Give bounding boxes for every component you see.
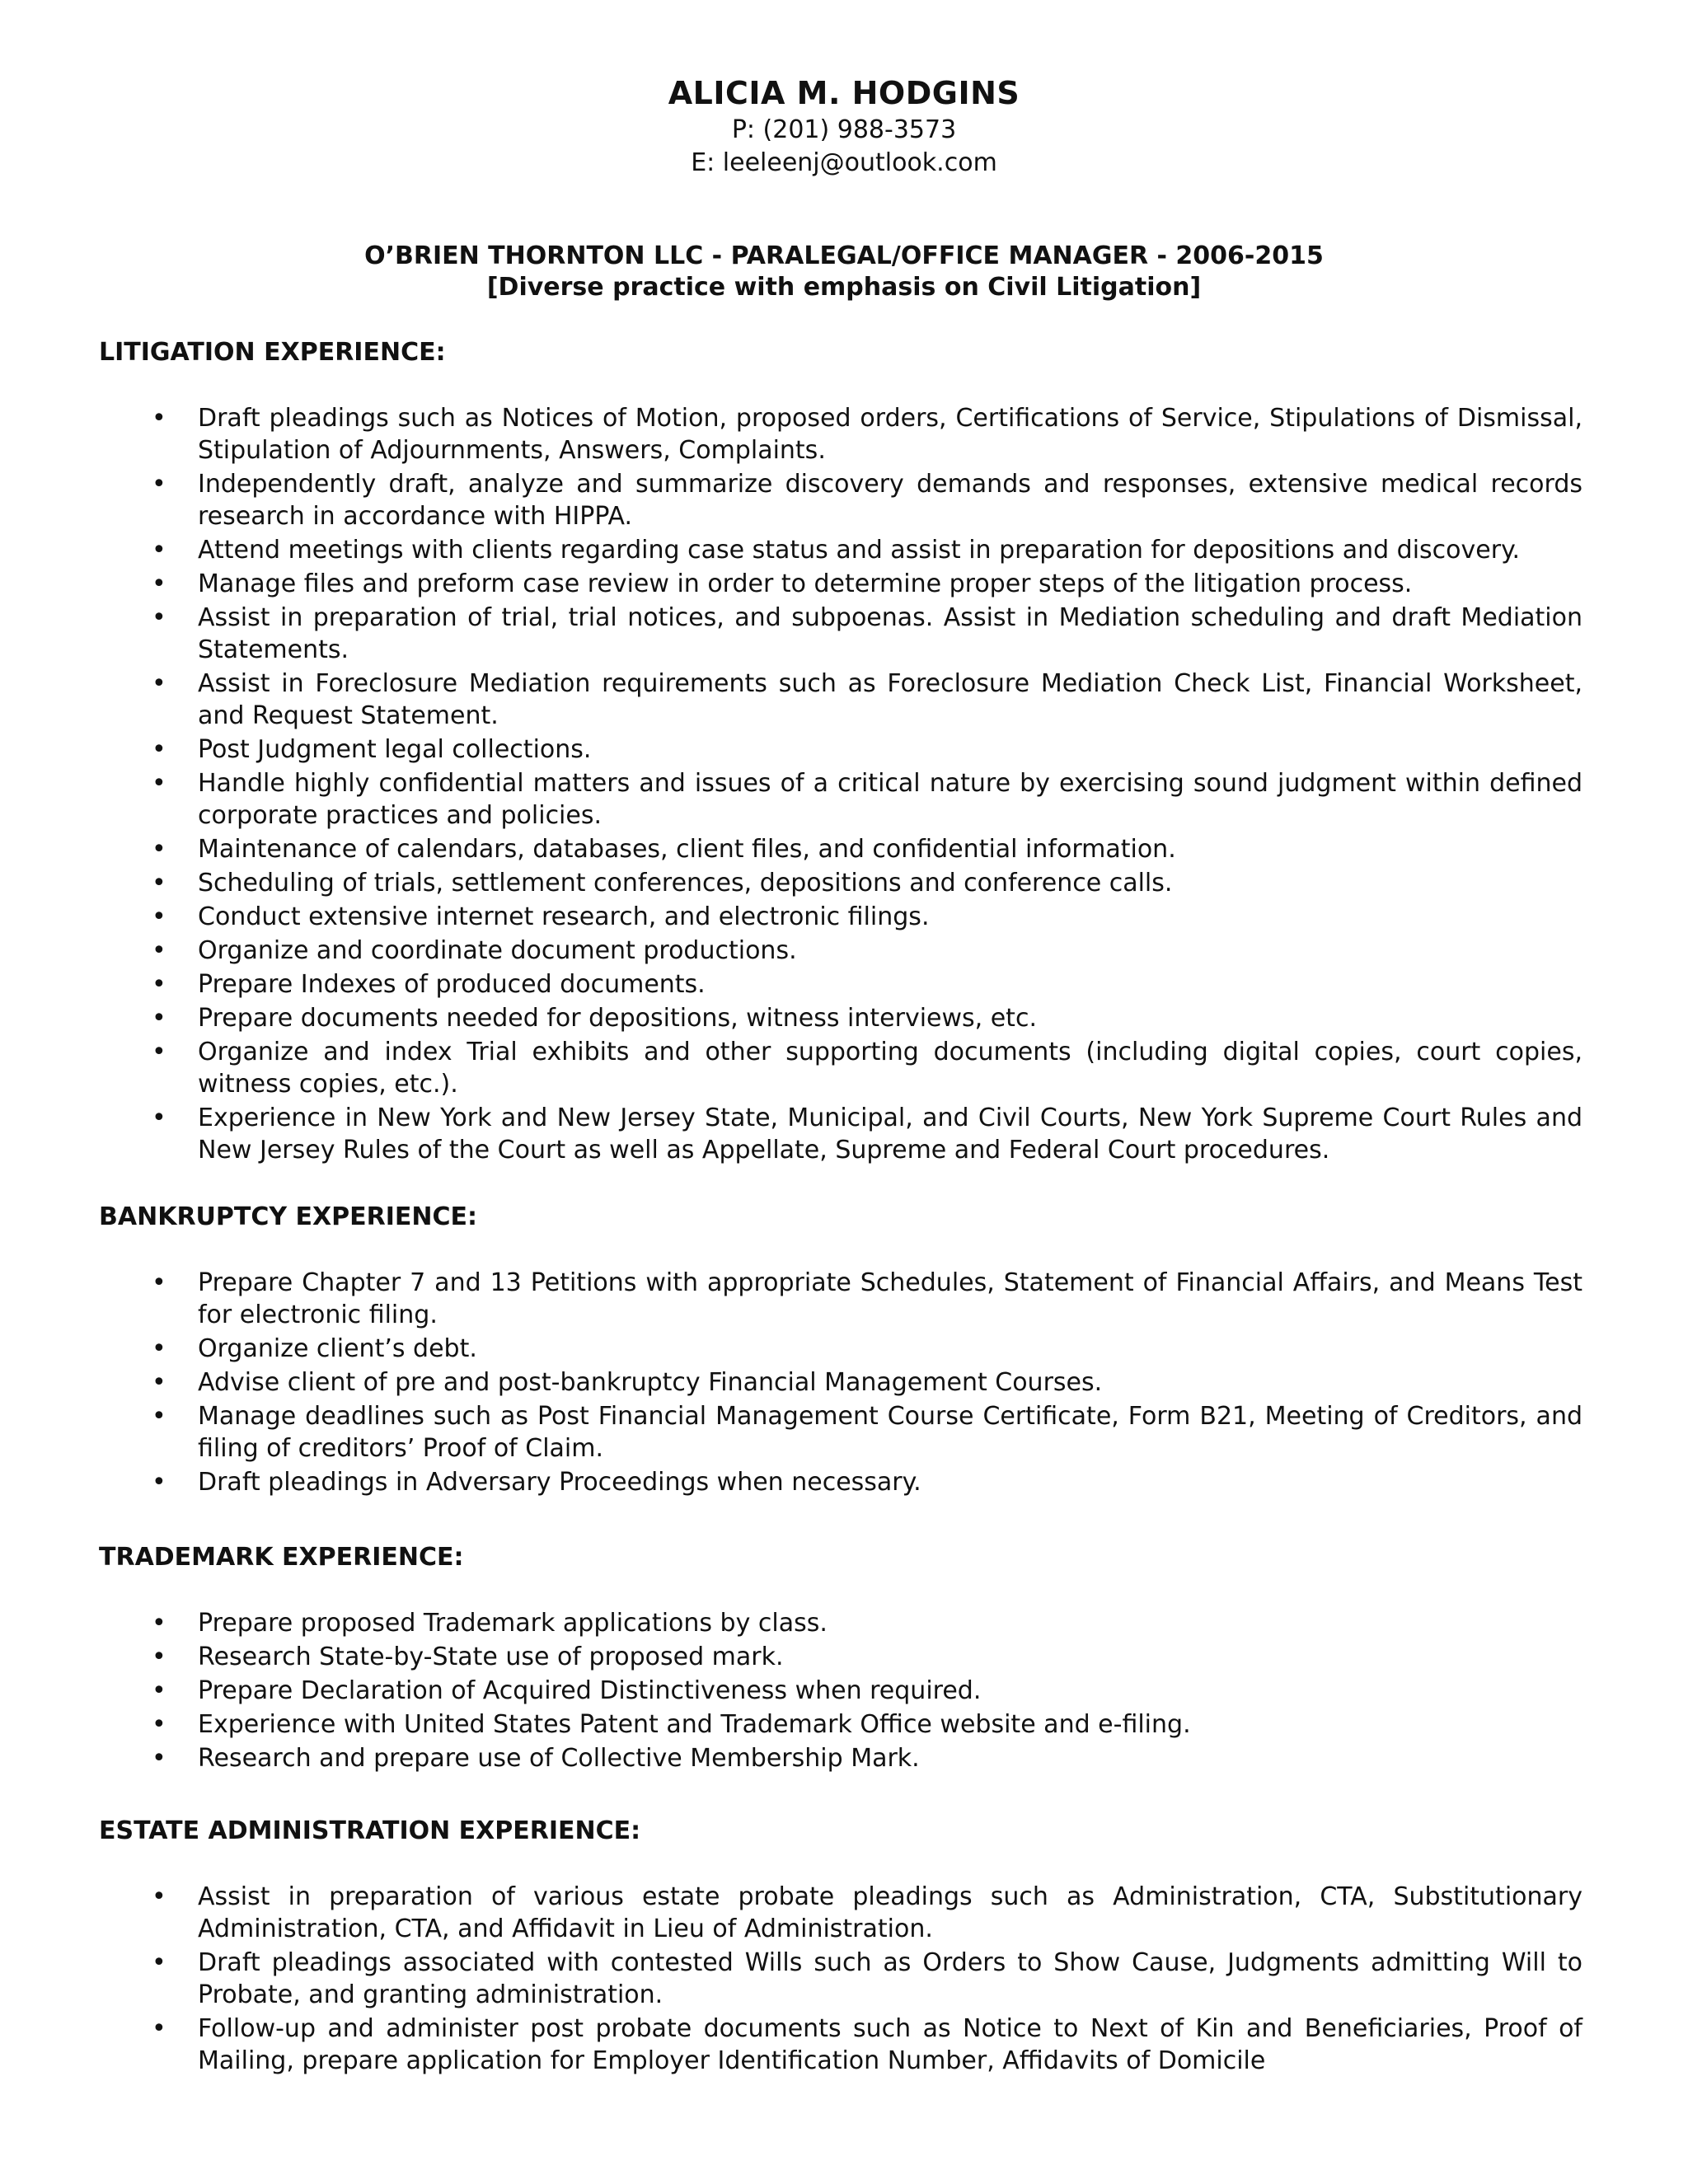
- list-item-text: Prepare Declaration of Acquired Distinctiveness when required.: [198, 1676, 982, 1705]
- bankruptcy-section: [99, 1201, 1582, 1500]
- list-item: [99, 1036, 1582, 1100]
- bullet-icon: •: [152, 669, 166, 698]
- employer-description: [Diverse practice with emphasis on Civil Litigation]: [486, 273, 1202, 302]
- bullet-icon: •: [152, 1468, 166, 1497]
- list-item: [99, 1333, 1582, 1365]
- list-item: [99, 1102, 1582, 1166]
- list-item-text: Post Judgment legal collections.: [198, 735, 592, 764]
- bullet-icon: •: [152, 1676, 166, 1705]
- bullet-icon: •: [152, 835, 166, 864]
- bullet-icon: •: [152, 1402, 166, 1431]
- list-item-text: Maintenance of calendars, databases, client files, and confidential information.: [198, 835, 1176, 864]
- bullet-icon: •: [152, 1104, 166, 1132]
- list-item: [99, 1708, 1582, 1741]
- litigation-list: [99, 402, 1582, 1166]
- section-title-estate: ESTATE ADMINISTRATION EXPERIENCE:: [99, 1816, 641, 1845]
- bullet-icon: •: [152, 970, 166, 999]
- list-item: [99, 1466, 1582, 1498]
- trademark-list: [99, 1607, 1582, 1774]
- list-item-text: Draft pleadings associated with contested Wills such as Orders to Show Cause, Judgments admitting Will to Probate, and granting administration.: [198, 1948, 1582, 2009]
- list-item: [99, 402, 1582, 466]
- list-item: [99, 833, 1582, 865]
- list-item-text: Handle highly confidential matters and issues of a critical nature by exercising sound judgment within defined corporate practices and policies.: [198, 769, 1582, 830]
- bullet-icon: •: [152, 936, 166, 965]
- list-item-text: Draft pleadings in Adversary Proceedings when necessary.: [198, 1468, 921, 1497]
- list-item-text: Manage files and preform case review in order to determine proper steps of the litigation process.: [198, 569, 1413, 598]
- bullet-icon: •: [152, 1882, 166, 1911]
- bullet-icon: •: [152, 1609, 166, 1638]
- list-item: [99, 1267, 1582, 1331]
- employer-title: O’BRIEN THORNTON LLC - PARALEGAL/OFFICE MANAGER - 2006-2015: [364, 241, 1324, 270]
- bullet-icon: •: [152, 1038, 166, 1066]
- bullet-icon: •: [152, 735, 166, 764]
- list-item: [99, 733, 1582, 766]
- list-item-text: Follow-up and administer post probate documents such as Notice to Next of Kin and Beneficiaries, Proof of Mailing, prepare application for Employer Identification Number, Affidavits of Domicile: [198, 2014, 1582, 2075]
- bullet-icon: •: [152, 1268, 166, 1297]
- list-item-text: Draft pleadings such as Notices of Motion, proposed orders, Certifications of Service, Stipulations of Dismissal, Stipulation of Adjournments, Answers, Complaints.: [198, 404, 1582, 465]
- list-item-text: Conduct extensive internet research, and electronic filings.: [198, 902, 930, 931]
- list-item: [99, 1675, 1582, 1707]
- list-item-text: Experience in New York and New Jersey State, Municipal, and Civil Courts, New York Supreme Court Rules and New Jersey Rules of the Court as well as Appellate, Supreme and Federal Court procedures.: [198, 1104, 1582, 1165]
- list-item-text: Prepare Indexes of produced documents.: [198, 970, 706, 999]
- estate-list: [99, 1881, 1582, 2077]
- bullet-icon: •: [152, 603, 166, 632]
- list-item-text: Organize and coordinate document productions.: [198, 936, 797, 965]
- list-item-text: Prepare Chapter 7 and 13 Petitions with appropriate Schedules, Statement of Financial Affairs, and Means Test for electronic filing.: [198, 1268, 1582, 1329]
- list-item-text: Assist in Foreclosure Mediation requirements such as Foreclosure Mediation Check List, Financial Worksheet, and Request Statement.: [198, 669, 1582, 730]
- list-item-text: Research State-by-State use of proposed mark.: [198, 1643, 784, 1671]
- list-item: [99, 2013, 1582, 2077]
- list-item: [99, 1366, 1582, 1399]
- list-item-text: Prepare proposed Trademark applications by class.: [198, 1609, 828, 1638]
- bullet-icon: •: [152, 769, 166, 798]
- bullet-icon: •: [152, 470, 166, 499]
- bankruptcy-list: [99, 1267, 1582, 1498]
- list-item: [99, 1002, 1582, 1034]
- list-item: [99, 968, 1582, 1001]
- list-item-text: Organize client’s debt.: [198, 1334, 477, 1363]
- list-item: [99, 1607, 1582, 1639]
- list-item: [99, 1641, 1582, 1673]
- list-item-text: Prepare documents needed for depositions, witness interviews, etc.: [198, 1004, 1037, 1033]
- list-item: [99, 568, 1582, 600]
- bullet-icon: •: [152, 1368, 166, 1397]
- bullet-icon: •: [152, 1334, 166, 1363]
- list-item: [99, 534, 1582, 566]
- employer-block: [0, 241, 1688, 303]
- list-item: [99, 867, 1582, 899]
- bullet-icon: •: [152, 1004, 166, 1033]
- list-item: [99, 1400, 1582, 1465]
- estate-section: [99, 1815, 1582, 2079]
- bullet-icon: •: [152, 869, 166, 898]
- list-item: [99, 668, 1582, 732]
- section-title-bankruptcy: BANKRUPTCY EXPERIENCE:: [99, 1202, 478, 1231]
- trademark-section: [99, 1541, 1582, 1776]
- bullet-icon: •: [152, 902, 166, 931]
- list-item: [99, 1881, 1582, 1945]
- list-item-text: Attend meetings with clients regarding case status and assist in preparation for depositions and discovery.: [198, 536, 1521, 565]
- bullet-icon: •: [152, 404, 166, 433]
- list-item-text: Organize and index Trial exhibits and other supporting documents (including digital copies, court copies, witness copies, etc.).: [198, 1038, 1582, 1099]
- bullet-icon: •: [152, 536, 166, 565]
- list-item-text: Assist in preparation of various estate probate pleadings such as Administration, CTA, Substitutionary Administration, CTA, and Affidavit in Lieu of Administration.: [198, 1882, 1582, 1943]
- list-item-text: Advise client of pre and post-bankruptcy Financial Management Courses.: [198, 1368, 1103, 1397]
- list-item-text: Assist in preparation of trial, trial notices, and subpoenas. Assist in Mediation scheduling and draft Mediation Statements.: [198, 603, 1582, 664]
- list-item: [99, 901, 1582, 933]
- phone-number: P: (201) 988-3573: [731, 115, 957, 144]
- section-title-litigation: LITIGATION EXPERIENCE:: [99, 338, 446, 367]
- list-item-text: Manage deadlines such as Post Financial Management Course Certificate, Form B21, Meeting of Creditors, and filing of creditors’ Proof of Claim.: [198, 1402, 1582, 1463]
- list-item-text: Independently draft, analyze and summarize discovery demands and responses, extensive medical records research in accordance with HIPPA.: [198, 470, 1582, 531]
- litigation-section: [99, 336, 1582, 1168]
- email-address: E: leeleenj@outlook.com: [691, 148, 997, 177]
- bullet-icon: •: [152, 1643, 166, 1671]
- list-item: [99, 935, 1582, 967]
- bullet-icon: •: [152, 1710, 166, 1739]
- bullet-icon: •: [152, 1948, 166, 1977]
- section-title-trademark: TRADEMARK EXPERIENCE:: [99, 1543, 464, 1572]
- resume-header: [0, 73, 1688, 180]
- bullet-icon: •: [152, 569, 166, 598]
- candidate-name: ALICIA M. HODGINS: [668, 75, 1020, 111]
- list-item: [99, 1947, 1582, 2011]
- list-item-text: Research and prepare use of Collective Membership Mark.: [198, 1744, 920, 1773]
- bullet-icon: •: [152, 2014, 166, 2043]
- list-item: [99, 602, 1582, 666]
- list-item-text: Scheduling of trials, settlement conferences, depositions and conference calls.: [198, 869, 1173, 898]
- bullet-icon: •: [152, 1744, 166, 1773]
- list-item-text: Experience with United States Patent and Trademark Office website and e-filing.: [198, 1710, 1191, 1739]
- list-item: [99, 468, 1582, 532]
- list-item: [99, 767, 1582, 832]
- list-item: [99, 1742, 1582, 1774]
